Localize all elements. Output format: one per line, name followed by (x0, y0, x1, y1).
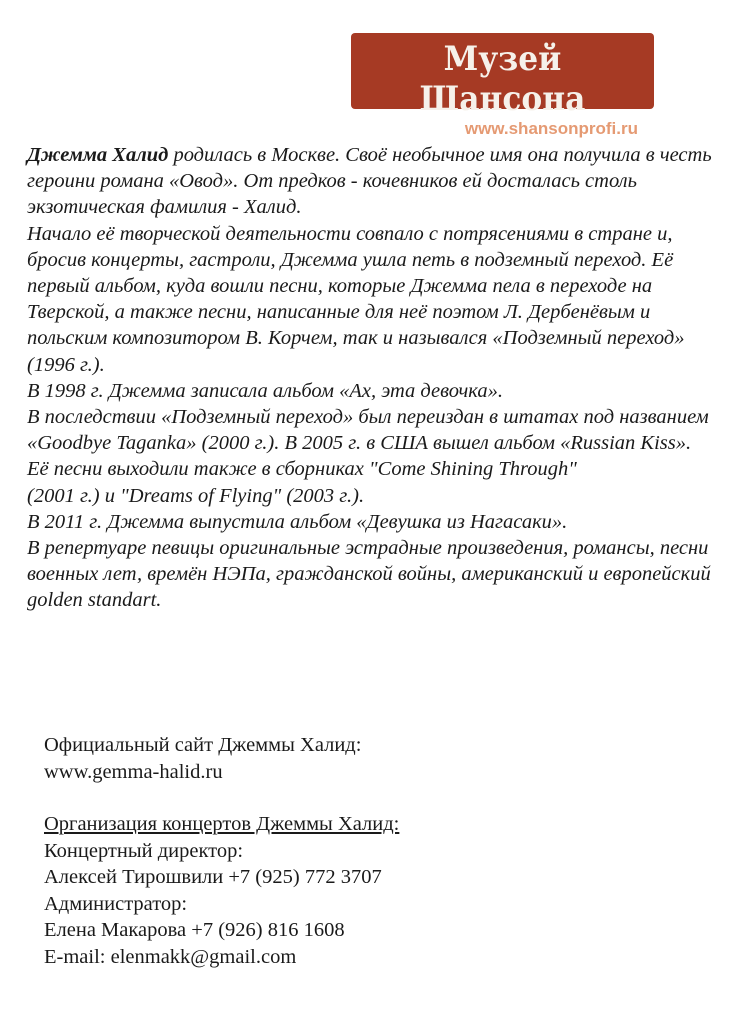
logo-title: Музей Шансона (419, 39, 586, 119)
email[interactable]: E-mail: elenmakk@gmail.com (44, 945, 297, 968)
bio-paragraph: Начало её творческой деятельности совпало с потрясениями в стране и, бросив концерты, гастроли, Джемма ушла петь в подземный переход. Её первый альбом, куда вошли песни, которые Джемма пела в переходе на Тверской, а также песни, написанные для неё поэтом Л. Дербенёвым и польским композитором В. Корчем, так и назывался «Подземный переход» (1996 г.). (27, 222, 685, 376)
logo-url: www.shansonprofi.ru (464, 119, 638, 138)
museum-logo (351, 33, 654, 138)
site-label: Официальный сайт Джеммы Халид: (44, 734, 362, 756)
bio-paragraph: В последствии «Подземный переход» был переиздан в штатах под названием «Goodbye Taganka» (2000 г.). В 2005 г. в США вышел альбом «Russian Kiss». Её песни выходили также в сборниках "Come Shining Through" (27, 406, 709, 481)
bio-paragraph: В 1998 г. Джемма записала альбом «Ах, эта девочка». (27, 379, 503, 402)
bio-text: родилась в Москве. Своё необычное имя она получила в честь героини романа «Овод». От предков - кочевников ей досталась столь экзотическая фамилия - Халид. (27, 144, 712, 219)
admin-label: Администратор: (44, 892, 188, 915)
admin-contact: Елена Макарова +7 (926) 816 1608 (44, 919, 345, 941)
director-contact: Алексей Тирошвили +7 (925) 772 3707 (44, 866, 382, 888)
bio-paragraph: (2001 г.) и "Dreams of Flying" (2003 г.). (27, 484, 365, 507)
site-url[interactable]: www.gemma-halid.ru (44, 760, 223, 783)
director-label: Концертный директор: (44, 839, 244, 862)
bio-paragraph: В репертуаре певицы оригинальные эстрадные произведения, романсы, песни военных лет, времён НЭПа, гражданской войны, американский и европейский golden standart. (27, 537, 711, 612)
contacts (44, 732, 644, 970)
org-heading: Организация концертов Джеммы Халид: (44, 813, 400, 835)
artist-name: Джемма Халид (27, 144, 169, 166)
bio-paragraph: В 2011 г. Джемма выпустила альбом «Девушка из Нагасаки». (27, 510, 568, 533)
biography (27, 142, 717, 614)
bio-paragraph (27, 142, 717, 221)
